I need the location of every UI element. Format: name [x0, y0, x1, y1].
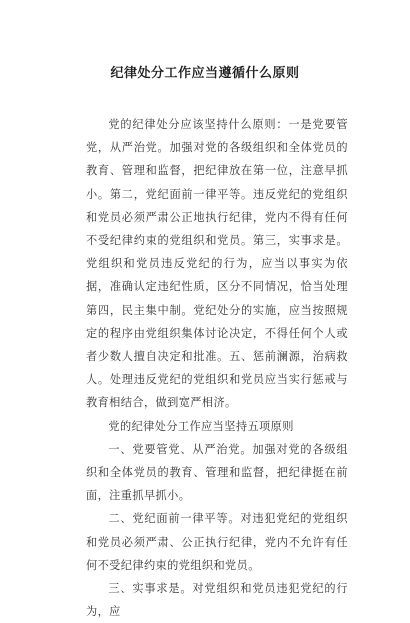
paragraph-principle-three: 三、实事求是。对党组织和党员违犯党纪的行为，应 [86, 582, 348, 619]
paragraph-principle-two: 二、党纪面前一律平等。对违犯党纪的党组织和党员必须严肃、公正执行纪律，党内不允许有任何不受纪律约束的党组织和党员。 [86, 512, 348, 572]
paragraph-principles-summary: 党的纪律处分应该坚持什么原则：一是党要管党，从严治党。加强对党的各级组织和全体党员的教育、管理和监督，把纪律放在第一位，注意早抓小。第二，党纪面前一律平等。违反党纪的党组织和党员必须严肃公正地执行纪律，党内不得有任何不受纪律约束的党组织和党员。第三，实事求是。党组织和党员违反党纪的行为，应当以事实为依据，准确认定违纪性质，区分不同情况，恰当处理第四，民主集中制。党纪处分的实施，应当按照规定的程序由党组织集体讨论决定，不得任何个人或者少数人擅自决定和批准。五、惩前澜源，治病救人。处理违反党纪的党组织和党员应当实行惩戒与教育相结合，做到宽严相济。 [86, 118, 348, 410]
document-title: 纪律处分工作应当遵循什么原则 [110, 66, 300, 81]
paragraph-five-principles-heading: 党的纪律处分工作应当坚持五项原则 [108, 419, 294, 433]
paragraph-principle-one: 一、党要管党、从严治党。加强对党的各级组织和全体党员的教育、管理和监督，把纪律挺在前面，注重抓早抓小。 [86, 442, 348, 503]
document-body [86, 113, 348, 623]
